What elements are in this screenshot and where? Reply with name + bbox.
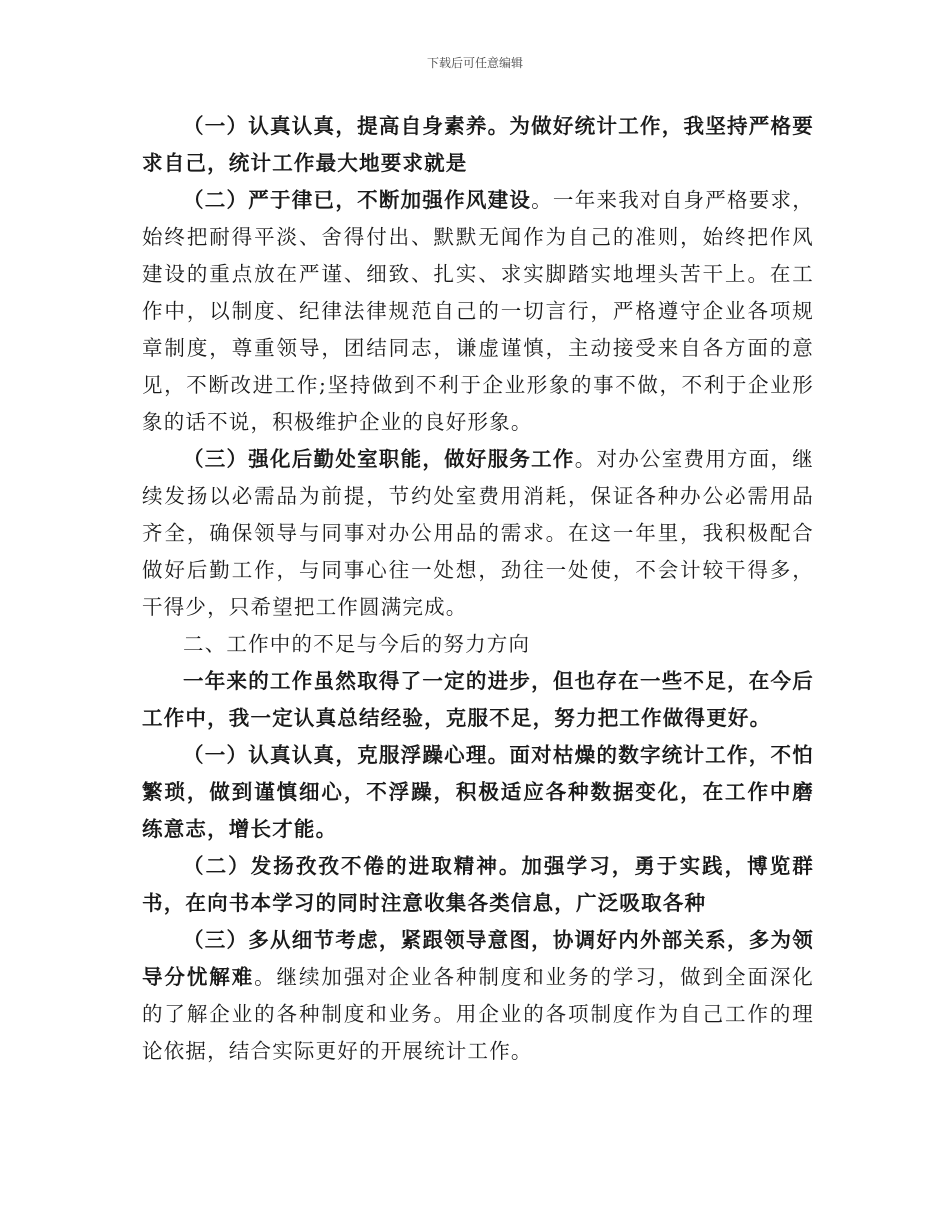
paragraph-6-lead: （一）认真认真，克服浮躁心理。面对枯燥的数字统计工作，不怕繁琐，做到谨慎细心，不浮躁，积极适应各种数据变化，在工作中磨练意志，增长才能。 xyxy=(142,743,814,841)
section-heading-2-text: 二、工作中的不足与今后的努力方向 xyxy=(183,632,531,656)
section-heading-2 xyxy=(142,626,814,663)
paragraph-2 xyxy=(142,182,814,441)
paragraph-6 xyxy=(142,737,814,848)
paragraph-1-lead: （一）认真认真，提高自身素养。为做好统计工作，我坚持严格要求自己，统计工作最大地要求就是 xyxy=(142,114,814,175)
paragraph-3-lead: （三）强化后勤处室职能，做好服务工作 xyxy=(183,447,575,471)
paragraph-7 xyxy=(142,848,814,922)
paragraph-2-body: 。一年来我对自身严格要求，始终把耐得平淡、舍得付出、默默无闻作为自己的准则，始终把作风建设的重点放在严谨、细致、扎实、求实脚踏实地埋头苦干上。在工作中，以制度、纪律法律规范自己的一切言行，严格遵守企业各项规章制度，尊重领导，团结同志，谦虚谨慎，主动接受来自各方面的意见，不断改进工作;坚持做到不利于企业形象的事不做，不利于企业形象的话不说，积极维护企业的良好形象。 xyxy=(142,188,814,434)
paragraph-7-lead: （二）发扬孜孜不倦的进取精神。加强学习，勇于实践，博览群书，在向书本学习的同时注意收集各类信息，广泛吸取各种 xyxy=(142,854,814,915)
paragraph-3 xyxy=(142,441,814,626)
document-body xyxy=(142,108,814,1070)
paragraph-3-body: 。对办公室费用方面，继续发扬以必需品为前提，节约处室费用消耗，保证各种办公必需用品齐全，确保领导与同事对办公用品的需求。在这一年里，我积极配合做好后勤工作，与同事心往一处想，劲往一处使，不会计较干得多，干得少，只希望把工作圆满完成。 xyxy=(142,447,814,619)
paragraph-8 xyxy=(142,922,814,1070)
paragraph-1 xyxy=(142,108,814,182)
paragraph-5 xyxy=(142,663,814,737)
paragraph-5-lead: 一年来的工作虽然取得了一定的进步，但也存在一些不足，在今后工作中，我一定认真总结经验，克服不足，努力把工作做得更好。 xyxy=(142,669,814,730)
paragraph-8-lead: （三）多从细节考虑，紧跟领导意图，协调好内外部关系，多为领导分忧解难 xyxy=(142,928,814,989)
paragraph-8-body: 。继续加强对企业各种制度和业务的学习，做到全面深化的了解企业的各种制度和业务。用企业的各项制度作为自己工作的理论依据，结合实际更好的开展统计工作。 xyxy=(142,965,815,1063)
page-header: 下载后可任意编辑 xyxy=(426,56,523,70)
paragraph-2-lead: （二）严于律已，不断加强作风建设 xyxy=(183,188,532,212)
